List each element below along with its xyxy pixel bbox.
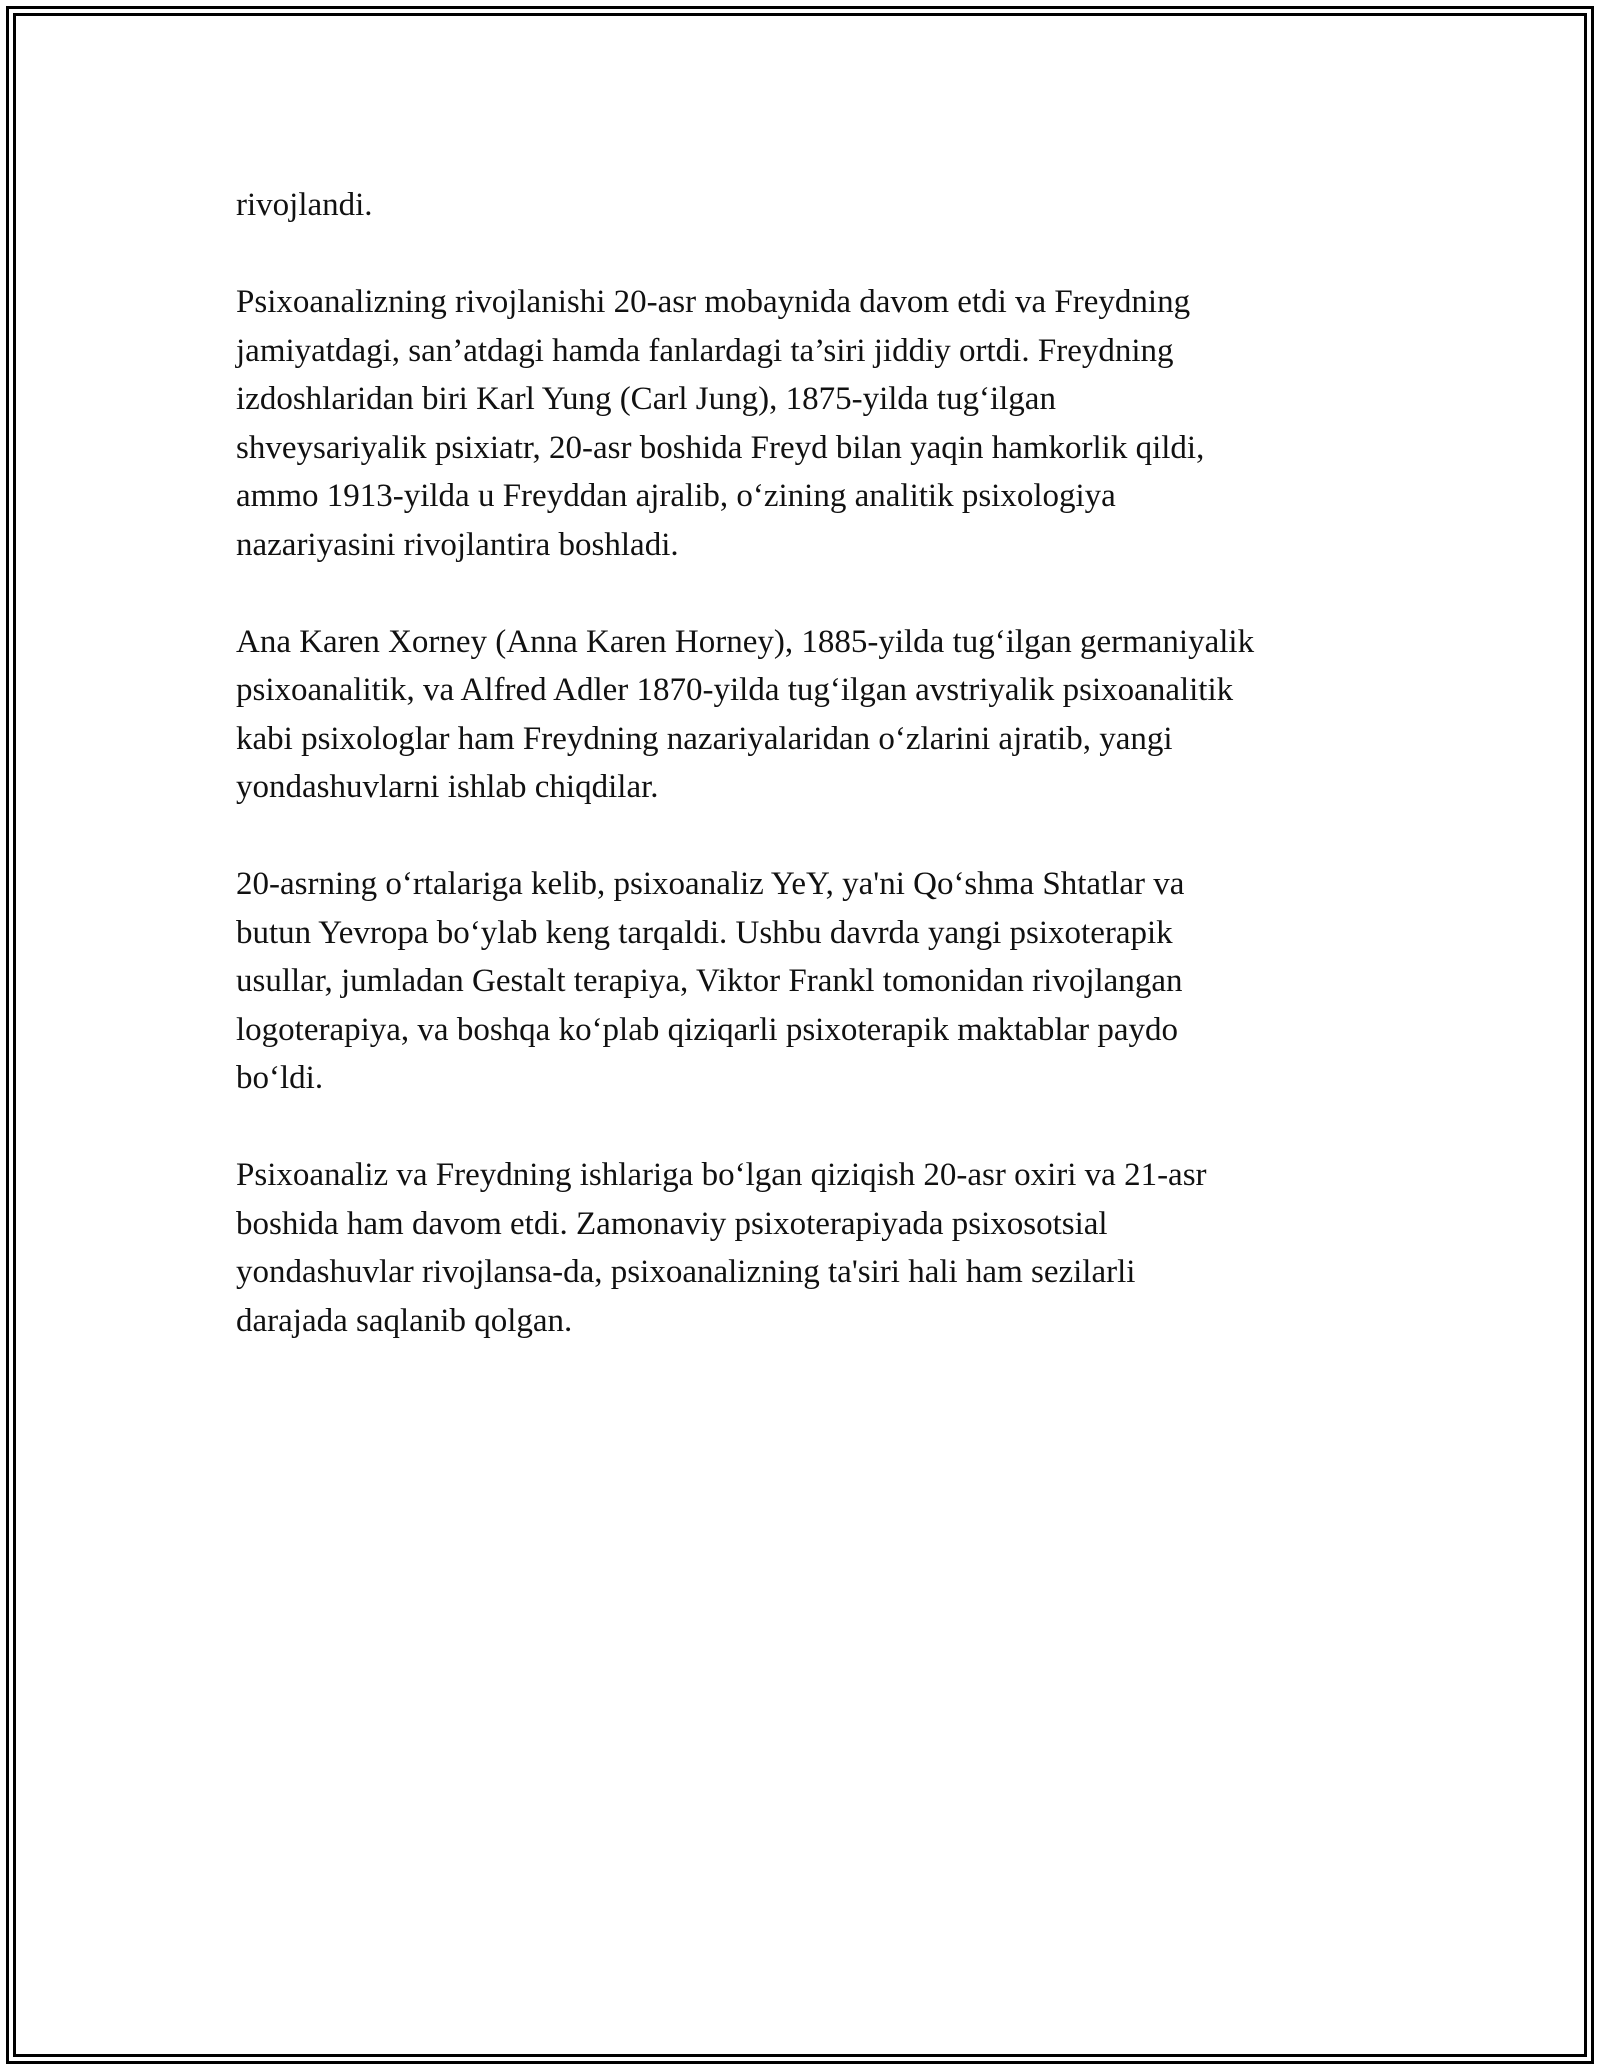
- paragraph-1: rivojlandi.: [236, 187, 373, 223]
- paragraph-5: Psixoanaliz va Freydning ishlariga bo‘lgan qiziqish 20-asr oxiri va 21-asr boshida ham davom etdi. Zamonaviy psixoterapiyada psixosotsial yondashuvlar rivojlansa-da, psixoanalizning ta'siri hali ham sezilarli darajada saqlanib qolgan.: [236, 1157, 1207, 1339]
- paragraph-4: 20-asrning o‘rtalariga kelib, psixoanaliz YeY, ya'ni Qo‘shma Shtatlar va butun Yevropa bo‘ylab keng tarqaldi. Ushbu davrda yangi psixoterapik usullar, jumladan Gestalt terapiya, Viktor Frankl tomonidan rivojlangan logoterapiya, va boshqa ko‘plab qiziqarli psixoterapik maktablar paydo bo‘ldi.: [236, 866, 1185, 1096]
- paragraph-3: Ana Karen Xorney (Anna Karen Horney), 1885-yilda tug‘ilgan germaniyalik psixoanalitik, va Alfred Adler 1870-yilda tug‘ilgan avstriyalik psixoanalitik kabi psixologlar ham Freydning nazariyalaridan o‘zlarini ajratib, yangi yondashuvlarni ishlab chiqdilar.: [236, 623, 1255, 805]
- document-body: [236, 181, 1396, 1394]
- paragraph-2: Psixoanalizning rivojlanishi 20-asr mobaynida davom etdi va Freydning jamiyatdagi, san’atdagi hamda fanlardagi ta’siri jiddiy ortdi. Freydning izdoshlaridan biri Karl Yung (Carl Jung), 1875-yilda tug‘ilgan shveysariyalik psixiatr, 20-asr boshida Freyd bilan yaqin hamkorlik qildi, ammo 1913-yilda u Freyddan ajralib, o‘zining analitik psixologiya nazariyasini rivojlantira boshladi.: [236, 284, 1205, 563]
